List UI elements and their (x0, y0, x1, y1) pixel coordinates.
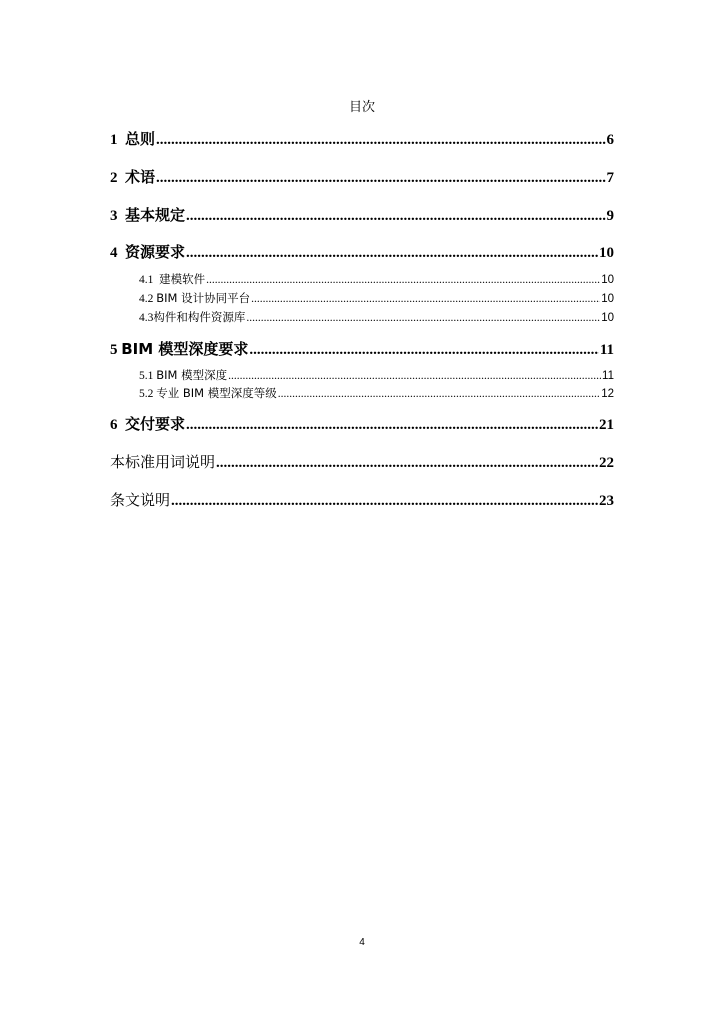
toc-entry-2[interactable] (110, 166, 614, 187)
toc-leader-dots (278, 388, 600, 400)
toc-leader-dots (206, 274, 600, 286)
toc-entry-page: 11 (602, 370, 614, 382)
toc-leader-dots (171, 493, 598, 510)
toc-entry-number: 5.2 (139, 388, 154, 400)
page-number: 4 (359, 937, 365, 948)
toc-entry-number: 4.1 (139, 274, 154, 286)
page-title: 目次 (348, 100, 375, 115)
toc-entry-6[interactable] (110, 413, 614, 434)
toc-entry-4-3[interactable] (139, 309, 614, 325)
toc-entry-5-2[interactable] (139, 385, 614, 401)
toc-entry-title: 基本规定 (125, 206, 186, 224)
toc-entry-1[interactable] (110, 128, 614, 149)
toc-leader-dots (156, 170, 605, 187)
toc-entry-number: 6 (110, 417, 118, 433)
toc-entry-number: 3 (110, 208, 118, 224)
toc-entry-page: 21 (599, 417, 614, 433)
toc-entry-number: 1 (110, 132, 118, 148)
toc-entry-title: 资源要求 (125, 243, 186, 261)
toc-leader-dots (246, 312, 600, 324)
toc-entry-page: 7 (606, 170, 614, 186)
toc-entry-number: 5.1 (139, 370, 154, 382)
toc-leader-dots (251, 293, 600, 305)
toc-entry-title: BIM 模型深度 (156, 368, 228, 382)
toc-entry-title: 总则 (125, 130, 156, 148)
toc-entry-page: 12 (601, 388, 614, 400)
toc-entry-title: 条文说明 (110, 491, 171, 509)
toc-entry-title: 专业 BIM 模型深度等级 (156, 386, 277, 400)
toc-entry-page: 23 (599, 493, 614, 509)
toc-entry-5[interactable] (110, 338, 614, 359)
toc-leader-dots (249, 342, 598, 359)
toc-entry-number: 4.2 (139, 293, 154, 305)
toc-entry-title: 术语 (125, 168, 156, 186)
toc-entry-number: 4.3 (139, 312, 154, 324)
toc-entry-page: 9 (606, 208, 614, 224)
toc-leader-dots (186, 208, 605, 225)
toc-leader-dots (186, 245, 598, 262)
toc-entry-page: 22 (599, 455, 614, 471)
toc-entry-page: 6 (606, 132, 614, 148)
toc-entry-clause-explanation[interactable] (110, 489, 614, 510)
toc-entry-title: 本标准用词说明 (110, 453, 216, 471)
toc-entry-page: 10 (599, 245, 614, 261)
toc-entry-4[interactable] (110, 241, 614, 262)
toc-entry-3[interactable] (110, 204, 614, 225)
toc-entry-page: 10 (601, 293, 614, 305)
toc-entry-title: 构件和构件资源库 (153, 310, 246, 324)
toc-entry-title: BIM 设计协同平台 (156, 291, 251, 305)
toc-entry-4-2[interactable] (139, 290, 614, 306)
toc-leader-dots (216, 455, 598, 472)
toc-leader-dots (228, 370, 601, 382)
toc-entry-5-1[interactable] (139, 367, 614, 383)
toc-entry-page: 11 (599, 342, 614, 358)
toc-entry-title: BIM 模型深度要求 (121, 340, 249, 358)
toc-leader-dots (156, 132, 605, 149)
table-of-contents (110, 0, 614, 1024)
toc-entry-terms-explanation[interactable] (110, 451, 614, 472)
toc-entry-number: 5 (110, 342, 118, 358)
toc-leader-dots (186, 417, 598, 434)
toc-entry-number: 2 (110, 170, 118, 186)
toc-entry-page: 10 (601, 274, 614, 286)
toc-entry-4-1[interactable] (139, 271, 614, 287)
toc-entry-title: 交付要求 (125, 415, 186, 433)
toc-entry-title: 建模软件 (159, 272, 206, 286)
toc-entry-number: 4 (110, 245, 118, 261)
toc-entry-page: 10 (601, 312, 614, 324)
